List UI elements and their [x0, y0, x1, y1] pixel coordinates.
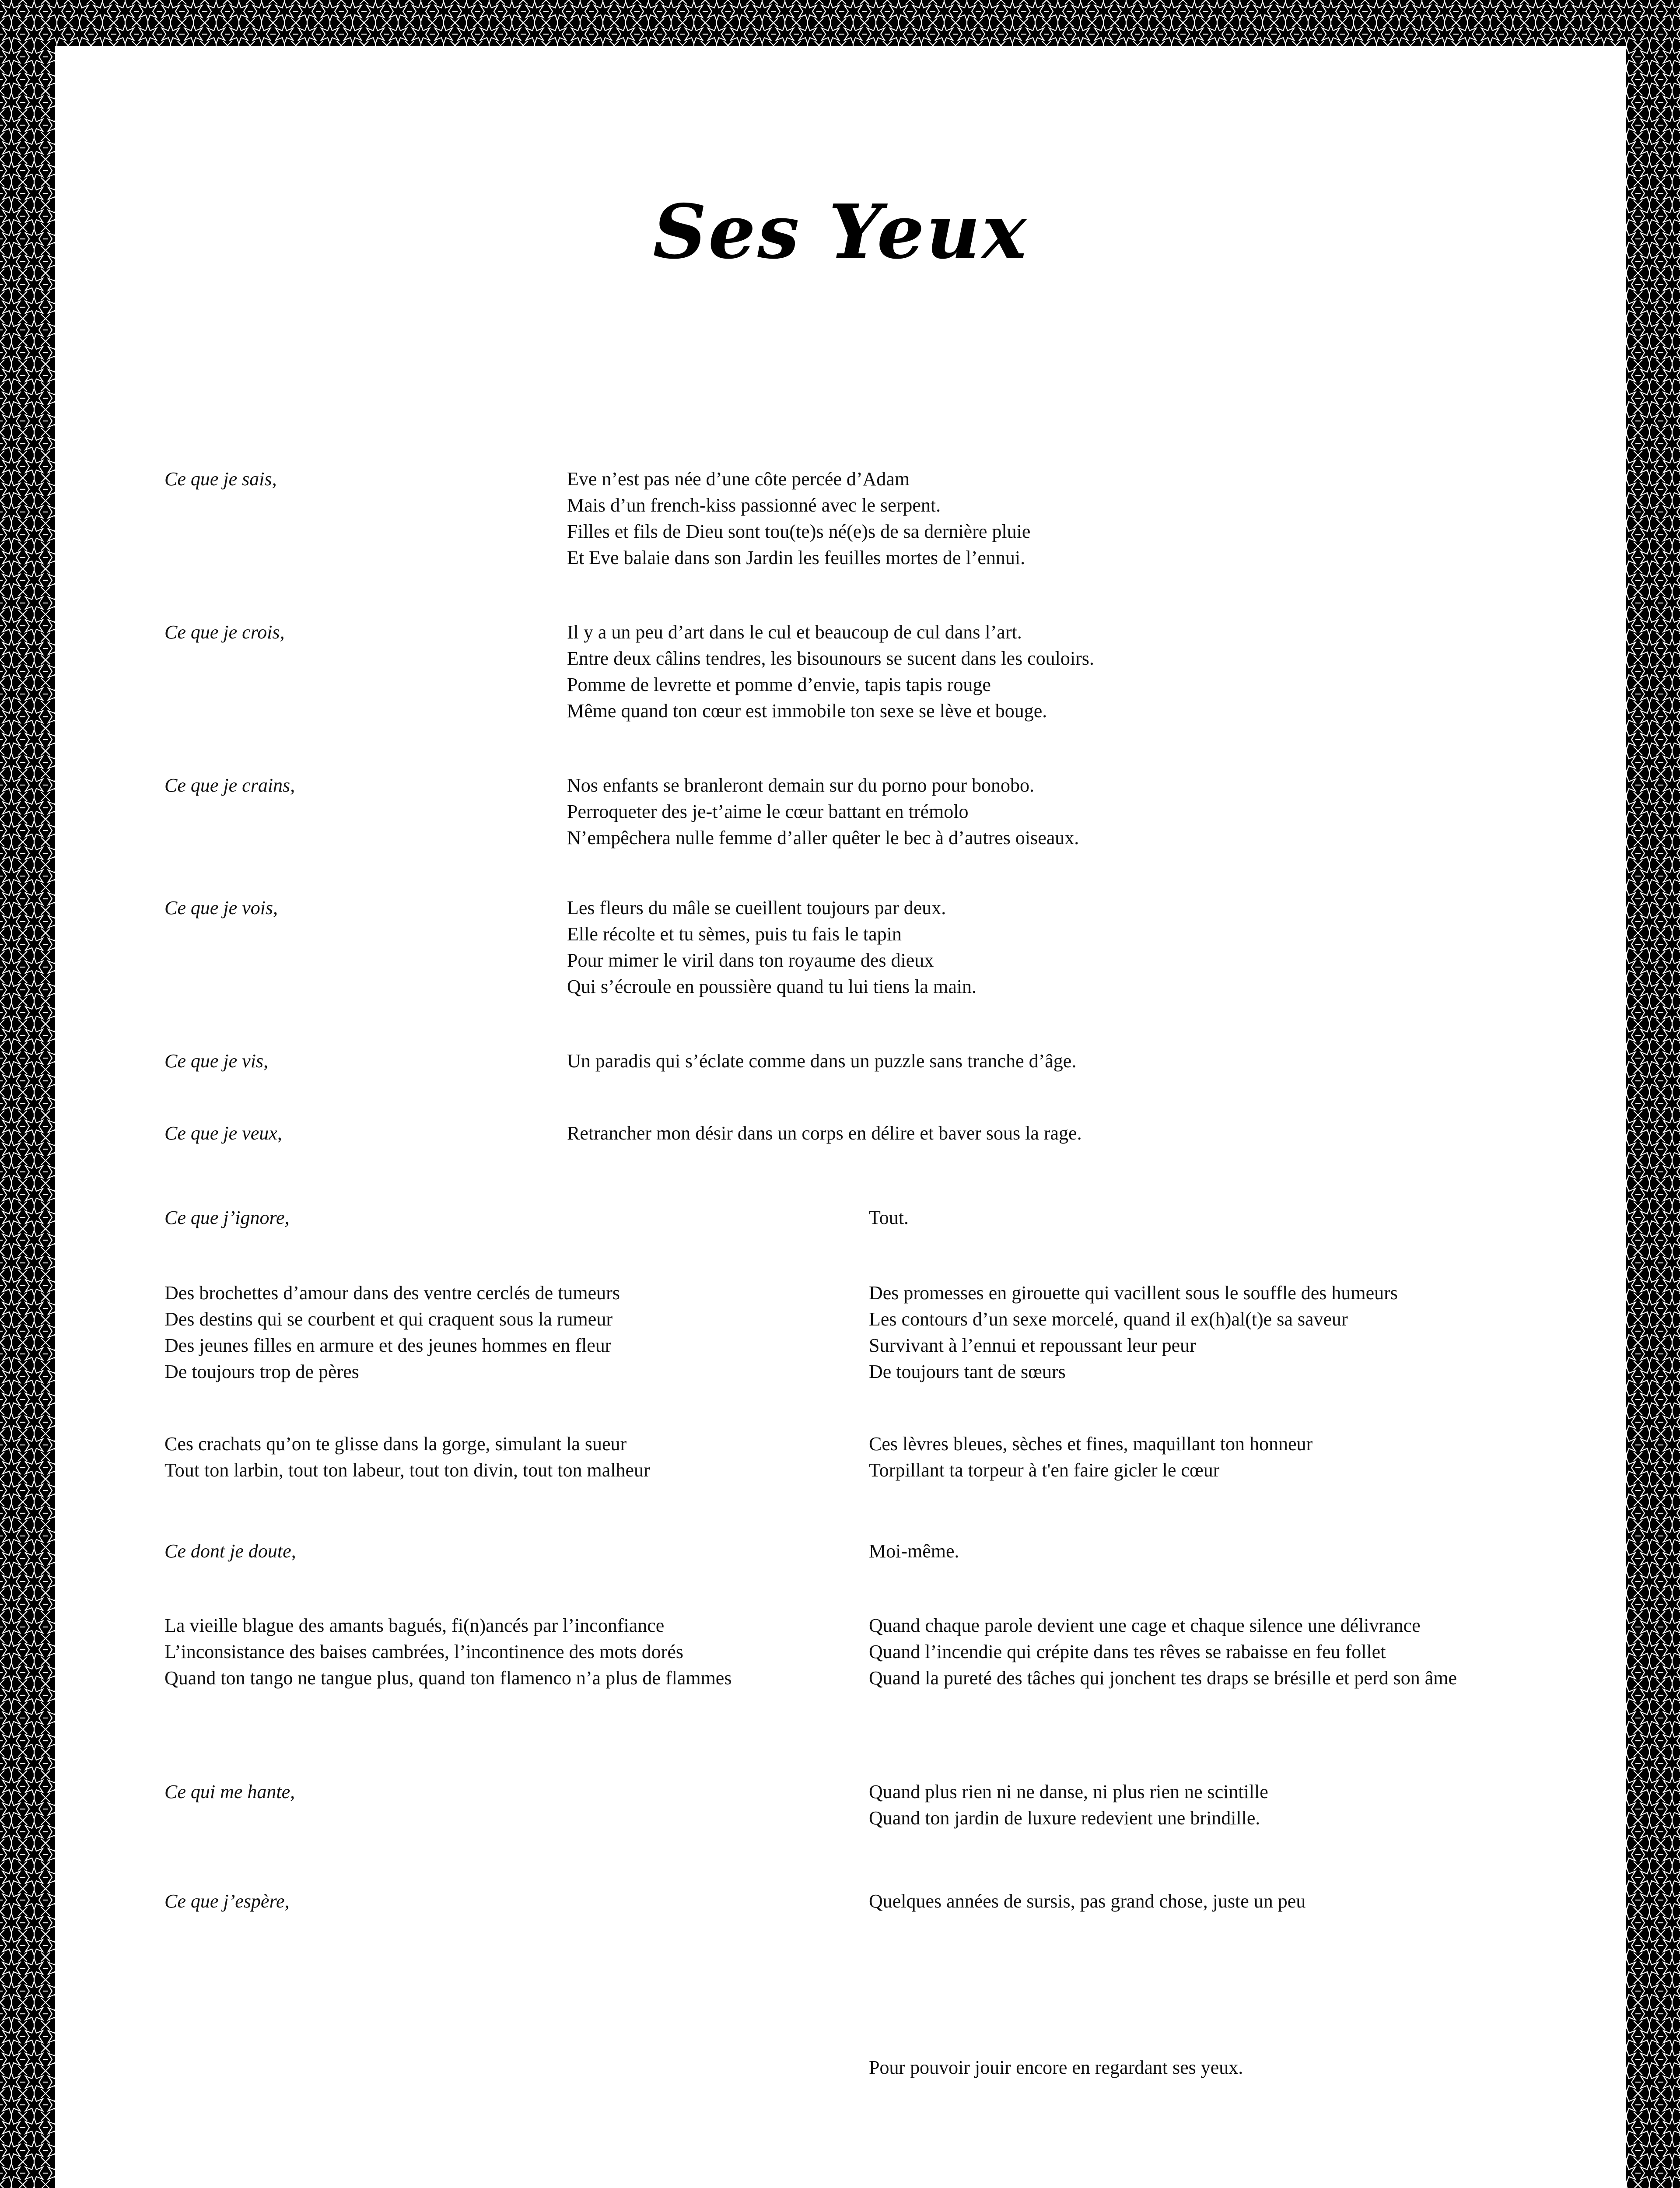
verse-line: N’empêchera nulle femme d’aller quêter le bec à d’autres oiseaux.: [567, 827, 1079, 849]
verse-line: Elle récolte et tu sèmes, puis tu fais le tapin: [567, 923, 902, 945]
stanza-lines: [567, 466, 1030, 571]
stanza-lines: [567, 772, 1079, 851]
verse-line: Les contours d’un sexe morcelé, quand il ex(h)al(t)e sa saveur: [869, 1308, 1348, 1330]
verse-line: De toujours trop de pères: [164, 1361, 359, 1382]
stanza-answer: [869, 1205, 1521, 1231]
verse-line: Pour mimer le viril dans ton royaume des dieux: [567, 950, 934, 971]
stanza-label: Ce que je vois,: [164, 897, 278, 919]
stanza-lines: [567, 619, 1094, 724]
verse-column-right: [869, 1280, 1521, 1385]
verse-column-left: [164, 1613, 732, 1691]
stanza-lines: [567, 895, 976, 1000]
stanza-answer: [869, 1538, 1521, 1564]
verse-line: Des brochettes d’amour dans des ventre cerclés de tumeurs: [164, 1282, 620, 1304]
stanza-answer: [869, 1888, 1521, 1914]
verse-line: Pour pouvoir jouir encore en regardant ses yeux.: [869, 2057, 1243, 2078]
verse-line: Filles et fils de Dieu sont tou(te)s né(e)s de sa dernière pluie: [567, 521, 1031, 542]
verse-line: Il y a un peu d’art dans le cul et beaucoup de cul dans l’art.: [567, 621, 1022, 643]
stanza-label: Ce que je crains,: [164, 775, 295, 796]
stanza-label: Ce que je sais,: [164, 468, 277, 490]
verse-line: Quelques années de sursis, pas grand chose, juste un peu: [869, 1890, 1306, 1912]
verse-line: Et Eve balaie dans son Jardin les feuilles mortes de l’ennui.: [567, 547, 1026, 568]
verse-line: Tout ton larbin, tout ton labeur, tout ton divin, tout ton malheur: [164, 1459, 650, 1481]
verse-line: Ces crachats qu’on te glisse dans la gorge, simulant la sueur: [164, 1433, 627, 1455]
verse-line: L’inconsistance des baises cambrées, l’incontinence des mots dorés: [164, 1641, 684, 1662]
stanza-label: Ce que j’ignore,: [164, 1207, 290, 1228]
stanza-label: Ce qui me hante,: [164, 1781, 295, 1802]
verse-column-right: [869, 1613, 1521, 1691]
verse-line: Perroqueter des je-t’aime le cœur battant en trémolo: [567, 801, 969, 822]
verse-column-right: [869, 1431, 1521, 1483]
verse-line: Torpillant ta torpeur à t'en faire gicler le cœur: [869, 1459, 1220, 1481]
verse-line: Nos enfants se branleront demain sur du porno pour bonobo.: [567, 775, 1035, 796]
verse-line: Eve n’est pas née d’une côte percée d’Adam: [567, 468, 910, 490]
verse-line: Même quand ton cœur est immobile ton sexe se lève et bouge.: [567, 700, 1047, 722]
verse-line: Entre deux câlins tendres, les bisounours se sucent dans les couloirs.: [567, 648, 1094, 669]
verse-line: Moi-même.: [869, 1540, 959, 1562]
stanza-label: Ce que j’espère,: [164, 1890, 290, 1912]
verse-line: Les fleurs du mâle se cueillent toujours par deux.: [567, 897, 946, 919]
verse-line: Ces lèvres bleues, sèches et fines, maquillant ton honneur: [869, 1433, 1313, 1455]
verse-line: Retrancher mon désir dans un corps en délire et baver sous la rage.: [567, 1122, 1082, 1144]
verse-line: Des jeunes filles en armure et des jeunes hommes en fleur: [164, 1335, 612, 1356]
verse-line: De toujours tant de sœurs: [869, 1361, 1066, 1382]
stanza-lines: [567, 1048, 1076, 1074]
verse-line: Quand plus rien ni ne danse, ni plus rien ne scintille: [869, 1781, 1268, 1802]
verse-line: Des promesses en girouette qui vacillent sous le souffle des humeurs: [869, 1282, 1398, 1304]
poem-title: Ses Yeux: [653, 188, 1028, 276]
verse-column-left: [164, 1280, 620, 1385]
verse-line: Qui s’écroule en poussière quand tu lui tiens la main.: [567, 976, 976, 997]
verse-line: Un paradis qui s’éclate comme dans un puzzle sans tranche d’âge.: [567, 1050, 1077, 1072]
poem-page: [55, 46, 1626, 2188]
verse-line: Quand ton tango ne tangue plus, quand ton flamenco n’a plus de flammes: [164, 1667, 732, 1689]
closing-line: [869, 2055, 1521, 2081]
verse-line: La vieille blague des amants bagués, fi(n)ancés par l’inconfiance: [164, 1615, 665, 1636]
stanza-label: Ce dont je doute,: [164, 1540, 296, 1562]
verse-line: Quand ton jardin de luxure redevient une brindille.: [869, 1807, 1260, 1829]
stanza-label: Ce que je veux,: [164, 1122, 282, 1144]
stanza-label: Ce que je crois,: [164, 621, 285, 643]
verse-line: Pomme de levrette et pomme d’envie, tapis tapis rouge: [567, 674, 991, 695]
stanza-answer: [869, 1779, 1521, 1831]
stanza-label: Ce que je vis,: [164, 1050, 269, 1072]
verse-line: Mais d’un french-kiss passionné avec le serpent.: [567, 494, 941, 516]
verse-column-left: [164, 1431, 650, 1483]
verse-line: Quand la pureté des tâches qui jonchent tes draps se brésille et perd son âme: [869, 1667, 1457, 1689]
verse-line: Survivant à l’ennui et repoussant leur peur: [869, 1335, 1196, 1356]
stanza-lines: [567, 1120, 1082, 1147]
verse-line: Tout.: [869, 1207, 909, 1228]
verse-line: Quand chaque parole devient une cage et chaque silence une délivrance: [869, 1615, 1421, 1636]
verse-line: Des destins qui se courbent et qui craquent sous la rumeur: [164, 1308, 612, 1330]
verse-line: Quand l’incendie qui crépite dans tes rêves se rabaisse en feu follet: [869, 1641, 1386, 1662]
